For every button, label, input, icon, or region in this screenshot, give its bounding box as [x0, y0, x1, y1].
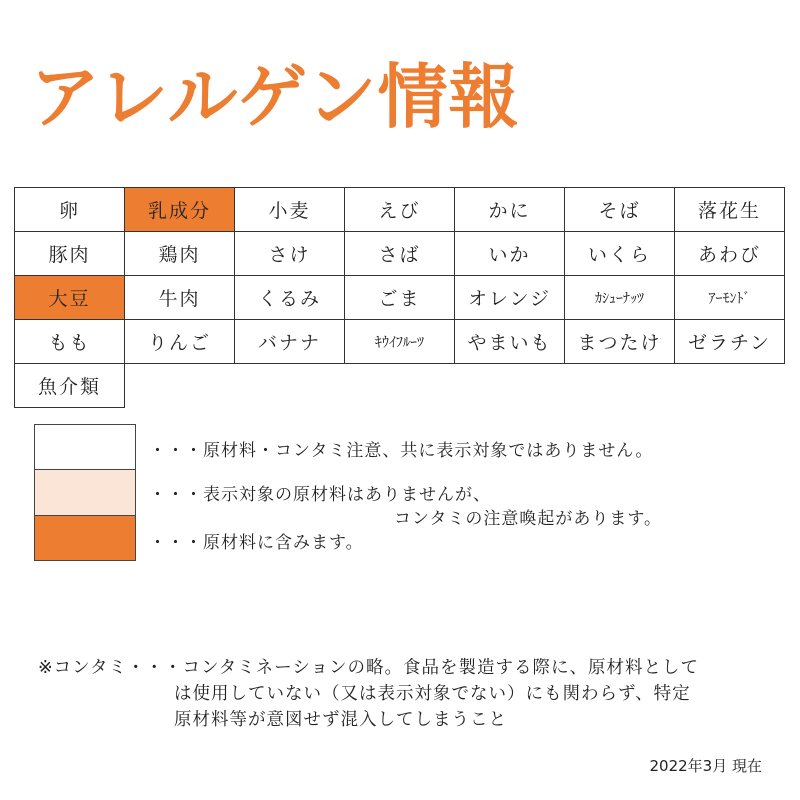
allergen-cell: バナナ [235, 320, 345, 364]
allergen-cell: オレンジ [455, 276, 565, 320]
allergen-cell: いか [455, 232, 565, 276]
empty-cell [345, 364, 455, 408]
allergen-cell: ごま [345, 276, 455, 320]
empty-cell [125, 364, 235, 408]
allergen-row [15, 364, 785, 408]
allergen-cell: かに [455, 188, 565, 232]
allergen-cell: もも [15, 320, 125, 364]
legend-text-contamination-1: ・・・表示対象の原材料はありませんが、 [149, 485, 491, 505]
allergen-cell: ゼラチン [675, 320, 785, 364]
allergen-cell: まつたけ [565, 320, 675, 364]
page-title: アレルゲン情報 [30, 56, 520, 138]
allergen-cell: 魚介類 [15, 364, 125, 408]
allergen-cell: ｱｰﾓﾝﾄﾞ [675, 276, 785, 320]
legend-text-none: ・・・原材料・コンタミ注意、共に表示対象ではありません。 [149, 441, 654, 461]
legend-swatch-none [34, 424, 136, 470]
allergen-cell: あわび [675, 232, 785, 276]
allergen-row [15, 232, 785, 276]
allergen-cell: えび [345, 188, 455, 232]
allergen-row [15, 276, 785, 320]
allergen-cell: さけ [235, 232, 345, 276]
legend-swatch-contamination [34, 469, 136, 516]
allergen-cell: さば [345, 232, 455, 276]
allergen-cell: 鶏肉 [125, 232, 235, 276]
allergen-cell: くるみ [235, 276, 345, 320]
allergen-cell: りんご [125, 320, 235, 364]
allergen-row [15, 188, 785, 232]
legend-swatch-contains [34, 515, 136, 561]
empty-cell [565, 364, 675, 408]
allergen-cell: そば [565, 188, 675, 232]
allergen-table [14, 187, 785, 408]
date-label: 2022年3月 現在 [649, 757, 762, 775]
note-line-2: は使用していない（又は表示対象でない）にも関わらず、特定 [174, 684, 691, 704]
allergen-cell: やまいも [455, 320, 565, 364]
allergen-cell: 牛肉 [125, 276, 235, 320]
note-line-1: ※コンタミ・・・コンタミネーションの略。食品を製造する際に、原材料として [38, 658, 700, 678]
allergen-cell: 豚肉 [15, 232, 125, 276]
allergen-cell: 小麦 [235, 188, 345, 232]
legend-text-contamination-2: コンタミの注意喚起があります。 [394, 509, 662, 529]
legend-text-contains: ・・・原材料に含みます。 [149, 533, 364, 553]
allergen-cell: ｶｼｭｰﾅｯﾂ [565, 276, 675, 320]
allergen-cell: 落花生 [675, 188, 785, 232]
allergen-cell: いくら [565, 232, 675, 276]
allergen-cell: ｷｳｲﾌﾙｰﾂ [345, 320, 455, 364]
allergen-cell: 大豆 [15, 276, 125, 320]
empty-cell [235, 364, 345, 408]
allergen-cell: 乳成分 [125, 188, 235, 232]
empty-cell [675, 364, 785, 408]
allergen-cell: 卵 [15, 188, 125, 232]
note-line-3: 原材料等が意図せず混入してしまうこと [174, 710, 507, 730]
allergen-row [15, 320, 785, 364]
empty-cell [455, 364, 565, 408]
